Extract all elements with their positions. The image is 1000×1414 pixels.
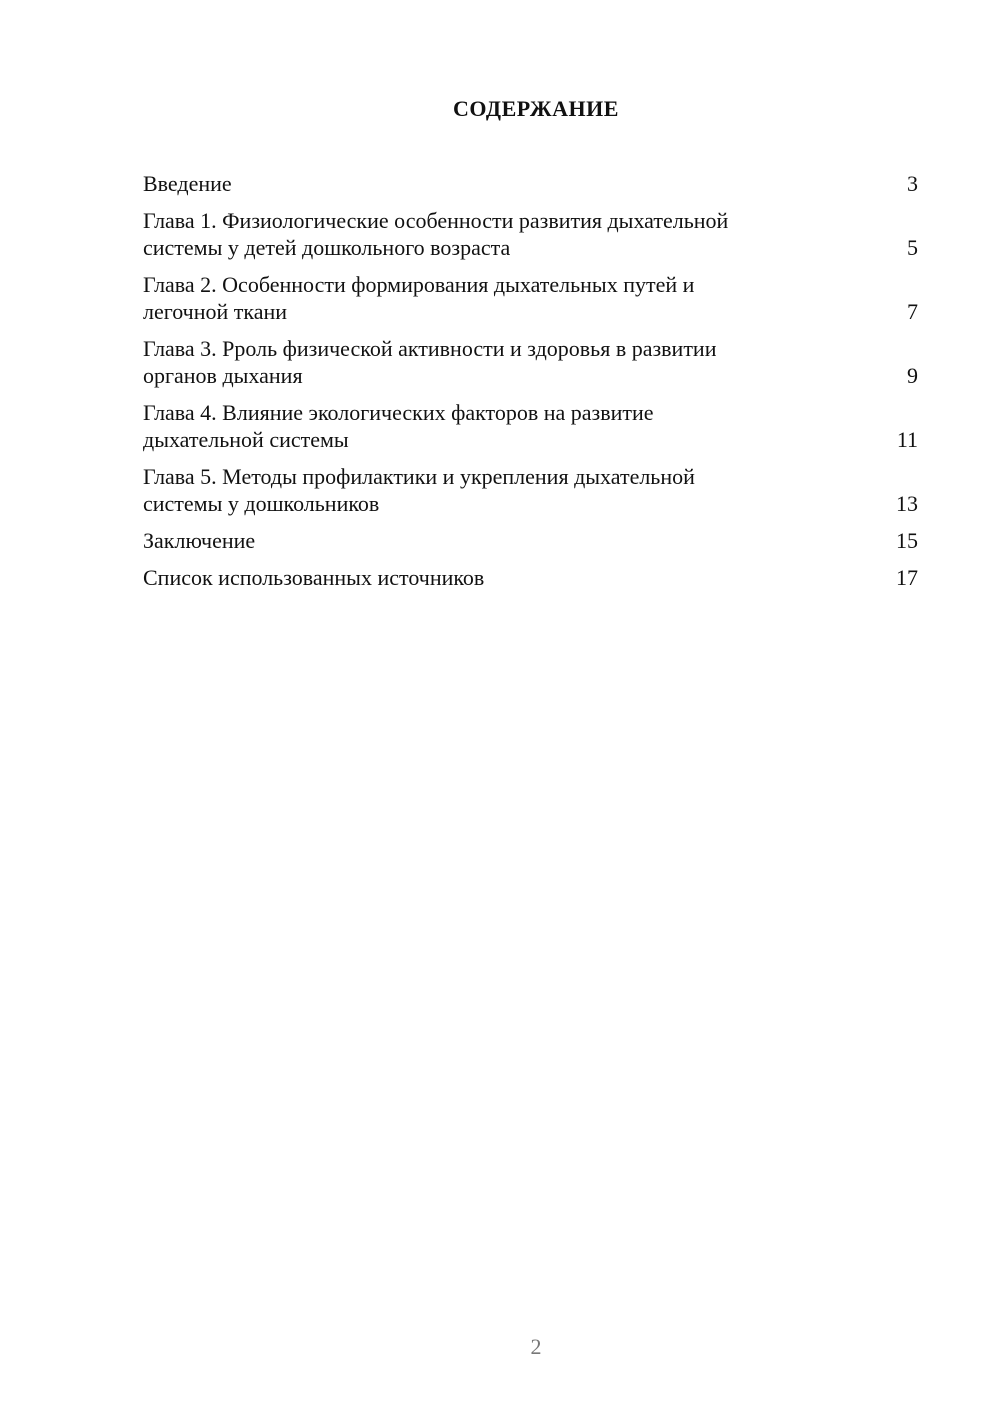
toc-entry-chapter-5 xyxy=(143,463,918,517)
toc-entry-text: Заключение xyxy=(143,528,256,553)
toc-entry-page: 5 xyxy=(907,235,918,260)
page-number: 2 xyxy=(530,1334,542,1359)
toc-entry-page: 11 xyxy=(896,427,918,452)
toc-entry-page: 15 xyxy=(896,528,918,553)
toc-entry-text: Список использованных источников xyxy=(143,565,485,590)
toc-entry-chapter-3 xyxy=(143,335,918,389)
toc-entry-text: Глава 1. Физиологические особенности развития дыхательной системы у детей дошкольного возраста xyxy=(143,208,729,260)
toc-entry-references xyxy=(143,564,918,591)
toc-entry-text: Глава 3. Рроль физической активности и здоровья в развитии органов дыхания xyxy=(143,336,717,388)
toc-entry-page: 17 xyxy=(896,565,918,590)
toc-entry-introduction xyxy=(143,170,918,197)
toc-entry-conclusion xyxy=(143,527,918,554)
toc-entry-page: 7 xyxy=(907,299,918,324)
toc-entry-chapter-2 xyxy=(143,271,918,325)
table-of-contents xyxy=(143,170,918,601)
toc-entry-chapter-1 xyxy=(143,207,918,261)
toc-entry-page: 3 xyxy=(907,171,918,196)
toc-entry-text: Глава 4. Влияние экологических факторов на развитие дыхательной системы xyxy=(143,400,654,452)
toc-entry-page: 9 xyxy=(907,363,918,388)
toc-entry-text: Глава 2. Особенности формирования дыхательных путей и легочной ткани xyxy=(143,272,695,324)
toc-entry-chapter-4 xyxy=(143,399,918,453)
page-title: СОДЕРЖАНИЕ xyxy=(453,96,619,121)
toc-entry-text: Введение xyxy=(143,171,232,196)
toc-entry-page: 13 xyxy=(896,491,918,516)
toc-entry-text: Глава 5. Методы профилактики и укрепления дыхательной системы у дошкольников xyxy=(143,464,695,516)
